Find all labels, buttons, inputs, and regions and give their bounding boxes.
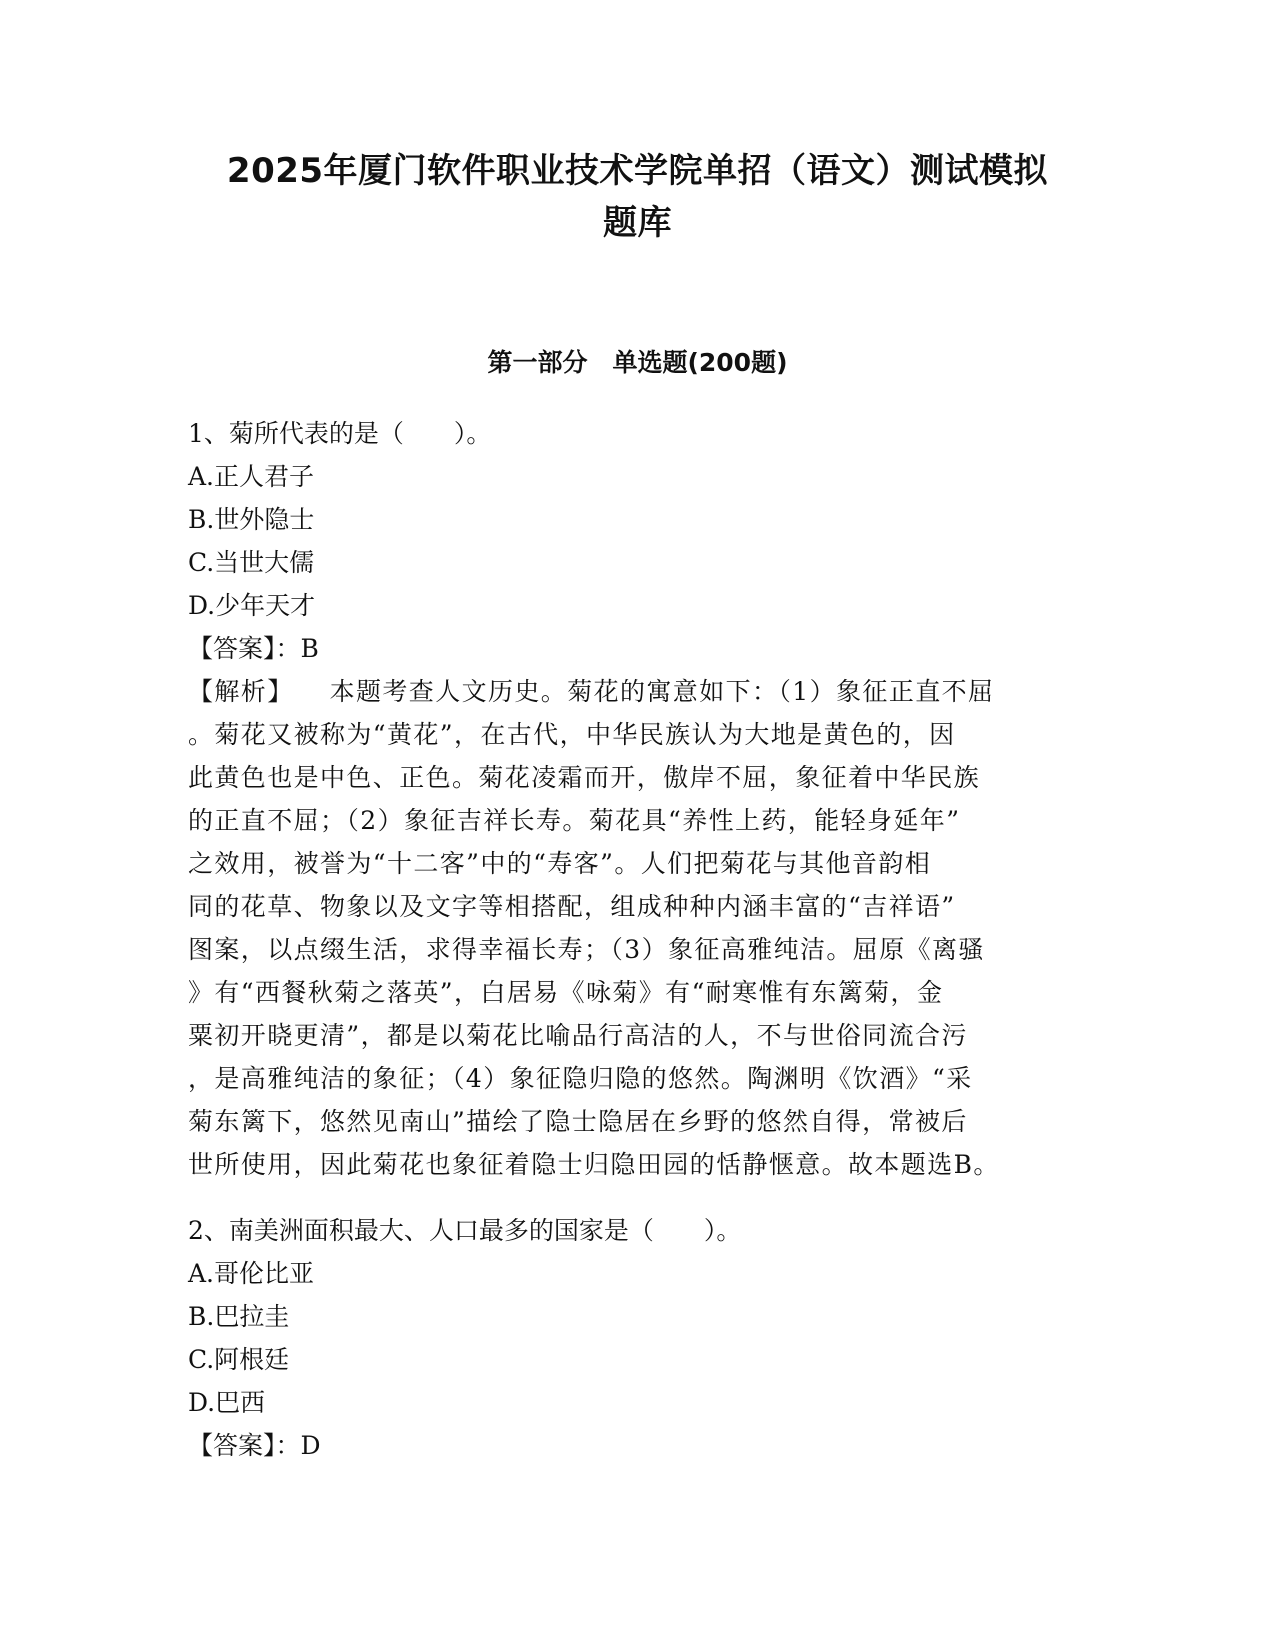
analysis-line: 图案，以点缀生活，求得幸福长寿；（3）象征高雅纯洁。屈原《离骚: [188, 935, 985, 964]
option-b: B.巴拉圭: [188, 1302, 290, 1331]
answer-line: [188, 1424, 1088, 1467]
option-a: A.正人君子: [188, 462, 315, 491]
title-line-2: 题库: [603, 203, 672, 243]
analysis-line: 》有“西餐秋菊之落英”，白居易《咏菊》有“耐寒惟有东篱菊，金: [188, 978, 944, 1007]
analysis-line: 粟初开晓更清”，都是以菊花比喻品行高洁的人，不与世俗同流合污: [188, 1021, 968, 1050]
analysis-line: 的正直不屈；（2）象征吉祥长寿。菊花具“养性上药，能轻身延年”: [188, 806, 961, 835]
option-b: B.世外隐士: [188, 505, 315, 534]
answer-label: 【答案】: [188, 1431, 276, 1460]
analysis-line: [188, 670, 1088, 713]
option-d: D.巴西: [188, 1388, 266, 1417]
option-c: C.当世大儒: [188, 548, 315, 577]
option-c: C.阿根廷: [188, 1345, 290, 1374]
analysis-label: 【解析】: [188, 677, 294, 706]
analysis-text: 本题考查人文历史。菊花的寓意如下：（1）象征正直不屈: [329, 677, 995, 706]
analysis-line: 。菊花又被称为“黄花”，在古代，中华民族认为大地是黄色的，因: [188, 720, 956, 749]
analysis-block: [188, 670, 1088, 1186]
analysis-line: 此黄色也是中色、正色。菊花凌霜而开，傲岸不屈，象征着中华民族: [188, 763, 981, 792]
question-1: [188, 412, 1088, 1186]
analysis-line: 菊东篱下，悠然见南山”描绘了隐士隐居在乡野的悠然自得，常被后: [188, 1107, 968, 1136]
answer-value: ：D: [275, 1431, 321, 1460]
analysis-line: 之效用，被誉为“十二客”中的“寿客”。人们把菊花与其他音韵相: [188, 849, 932, 878]
question-stem: 1、菊所代表的是（ ）。: [188, 419, 492, 448]
option-a: A.哥伦比亚: [188, 1259, 315, 1288]
option-d: D.少年天才: [188, 591, 316, 620]
section-heading: 第一部分 单选题(200题): [487, 348, 788, 377]
title-line-1: 2025年厦门软件职业技术学院单招（语文）测试模拟: [226, 151, 1049, 191]
analysis-line: 世所使用，因此菊花也象征着隐士归隐田园的恬静惬意。故本题选B。: [188, 1150, 1000, 1179]
document-title: [150, 145, 1125, 249]
question-2: [188, 1209, 1088, 1467]
question-stem: 2、南美洲面积最大、人口最多的国家是（ ）。: [188, 1216, 742, 1245]
answer-label: 【答案】: [188, 634, 276, 663]
answer-value: ：B: [275, 634, 319, 663]
answer-line: [188, 627, 1088, 670]
analysis-line: ，是高雅纯洁的象征；（4）象征隐归隐的悠然。陶渊明《饮酒》“采: [188, 1064, 973, 1093]
analysis-line: 同的花草、物象以及文字等相搭配，组成种种内涵丰富的“吉祥语”: [188, 892, 956, 921]
